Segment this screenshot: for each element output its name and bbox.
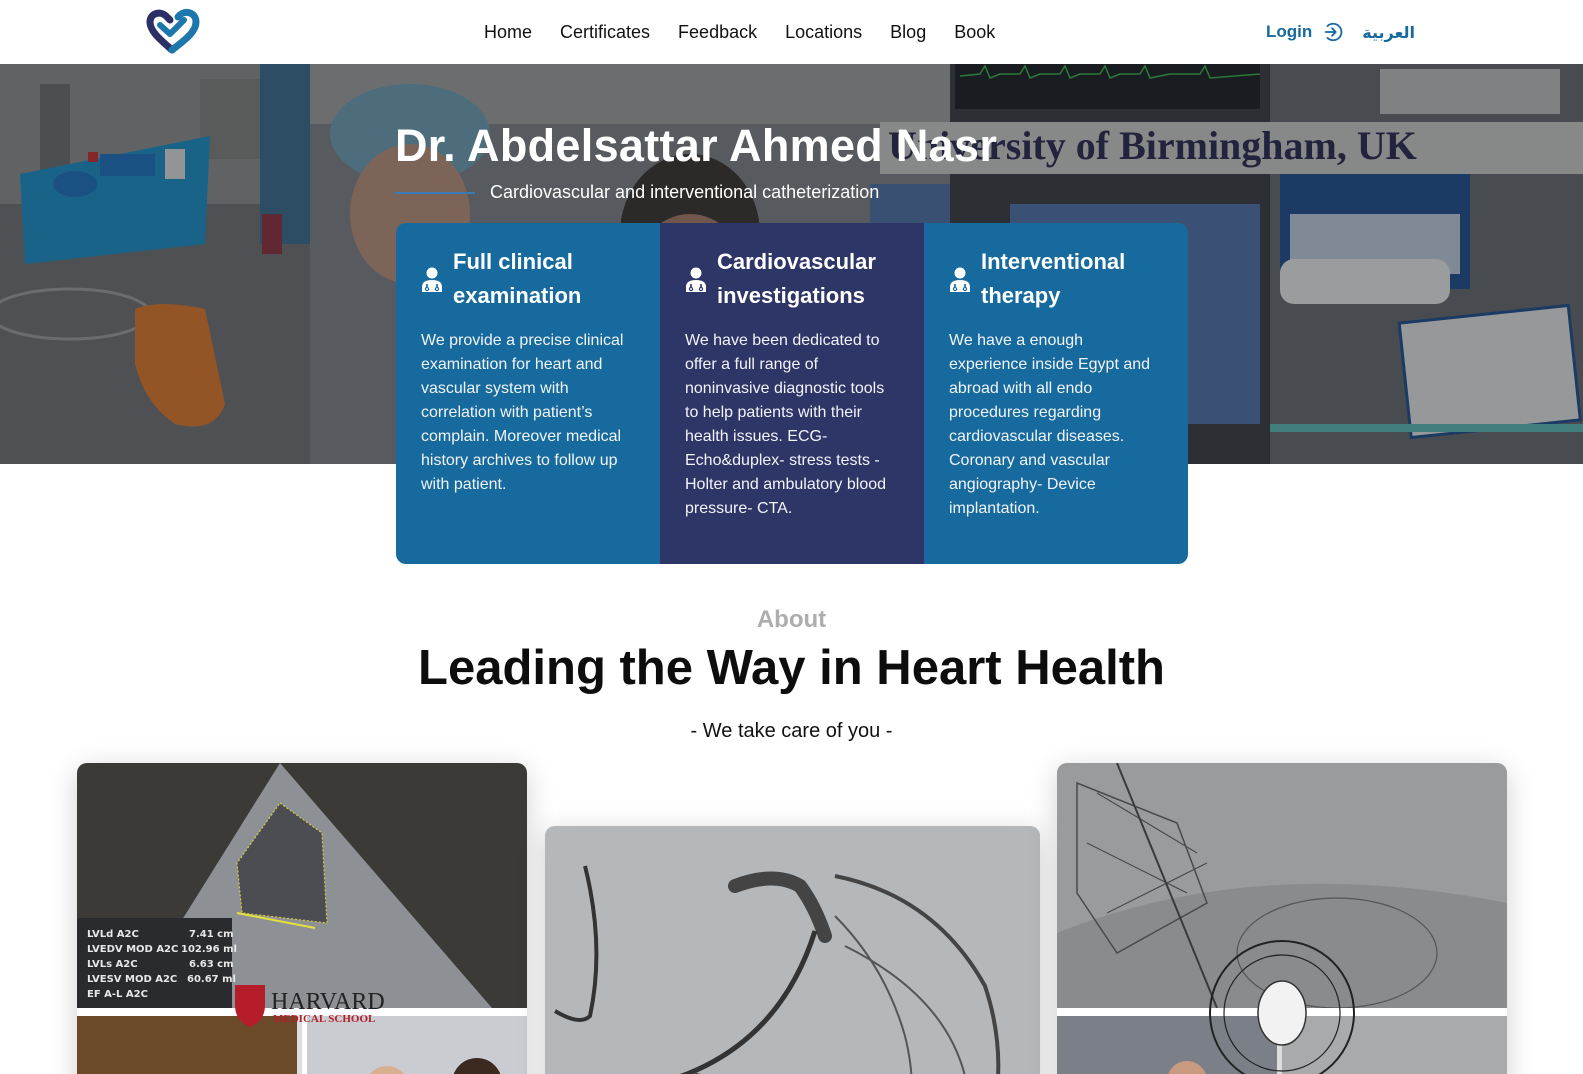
valve-fluoroscopy-collage-image [1057,763,1507,1074]
nav-certificates[interactable]: Certificates [560,21,651,42]
svg-text:University of Birmingham, UK: University of Birmingham, UK [888,123,1417,168]
login-arrow-icon [1322,21,1344,43]
svg-text:102.96 ml: 102.96 ml [181,944,237,955]
navbar [0,0,1583,64]
service-card-cardiovascular-investigations [660,223,924,564]
echo-harvard-collage-image [77,763,527,1074]
nav-blog[interactable]: Blog [890,21,927,42]
services-cards [396,223,1188,564]
doctor-icon [421,267,443,293]
coronary-angiogram-image [545,826,1040,1074]
doctor-icon [685,267,707,293]
logo-home-link[interactable] [144,8,202,56]
svg-text:LVEDV MOD A2C: LVEDV MOD A2C [87,944,179,955]
gallery-image-angiography [545,826,1040,1074]
language-switch-arabic[interactable]: العربية [1362,22,1415,42]
svg-text:LVLd A2C: LVLd A2C [87,929,139,940]
svg-text:LVLs A2C: LVLs A2C [87,959,138,970]
svg-text:HARVARD: HARVARD [271,989,385,1015]
service-description: We provide a precise clinical examination for heart and vascular system with correlation with patient’s complain. Moreover medical history archives to follow up with patient. [421,332,624,493]
service-card-clinical-examination [396,223,660,564]
svg-text:7.41 cm: 7.41 cm [189,929,234,940]
svg-text:LVESV MOD A2C: LVESV MOD A2C [87,974,178,985]
nav-locations[interactable]: Locations [785,21,863,42]
service-title: Cardiovascular investigations [717,249,876,308]
login-label: Login [1266,22,1313,41]
nav-actions [1266,0,1415,64]
svg-text:EF A-L A2C: EF A-L A2C [87,989,148,1000]
svg-text:60.67 ml: 60.67 ml [187,974,236,985]
service-description: We have been dedicated to offer a full range of noninvasive diagnostic tools to help patients with their health issues. ECG-Echo&duplex- stress tests - Holter and ambulatory blood pressure- CTA. [685,332,887,517]
doctor-icon [949,267,971,293]
nav-home[interactable]: Home [484,21,533,42]
login-button[interactable] [1266,21,1344,43]
svg-text:6.63 cm: 6.63 cm [189,959,234,970]
main-nav [470,0,1009,64]
service-description: We have a enough experience inside Egypt and abroad with all endo procedures regarding cardiovascular diseases. Coronary and vascular angiography- Device implantation. [949,332,1151,517]
hero-accent-line [395,192,475,194]
nav-book[interactable]: Book [954,21,996,42]
hero-title: Dr. Abdelsattar Ahmed Nasr [395,120,998,171]
service-card-interventional-therapy [924,223,1188,564]
gallery-image-valve-implant [1057,763,1507,1074]
about-title: Leading the Way in Heart Health [418,641,1165,695]
gallery-image-echo-harvard [77,763,527,1074]
hero-subtitle: Cardiovascular and interventional catheterization [490,182,880,202]
service-title: Interventional therapy [981,249,1126,308]
nav-feedback[interactable]: Feedback [678,21,758,42]
heart-logo-icon [144,8,202,56]
svg-text:MEDICAL SCHOOL: MEDICAL SCHOOL [273,1013,376,1025]
about-tagline: - We take care of you - [690,720,893,742]
service-title: Full clinical examination [453,249,582,308]
about-eyebrow: About [756,606,827,633]
